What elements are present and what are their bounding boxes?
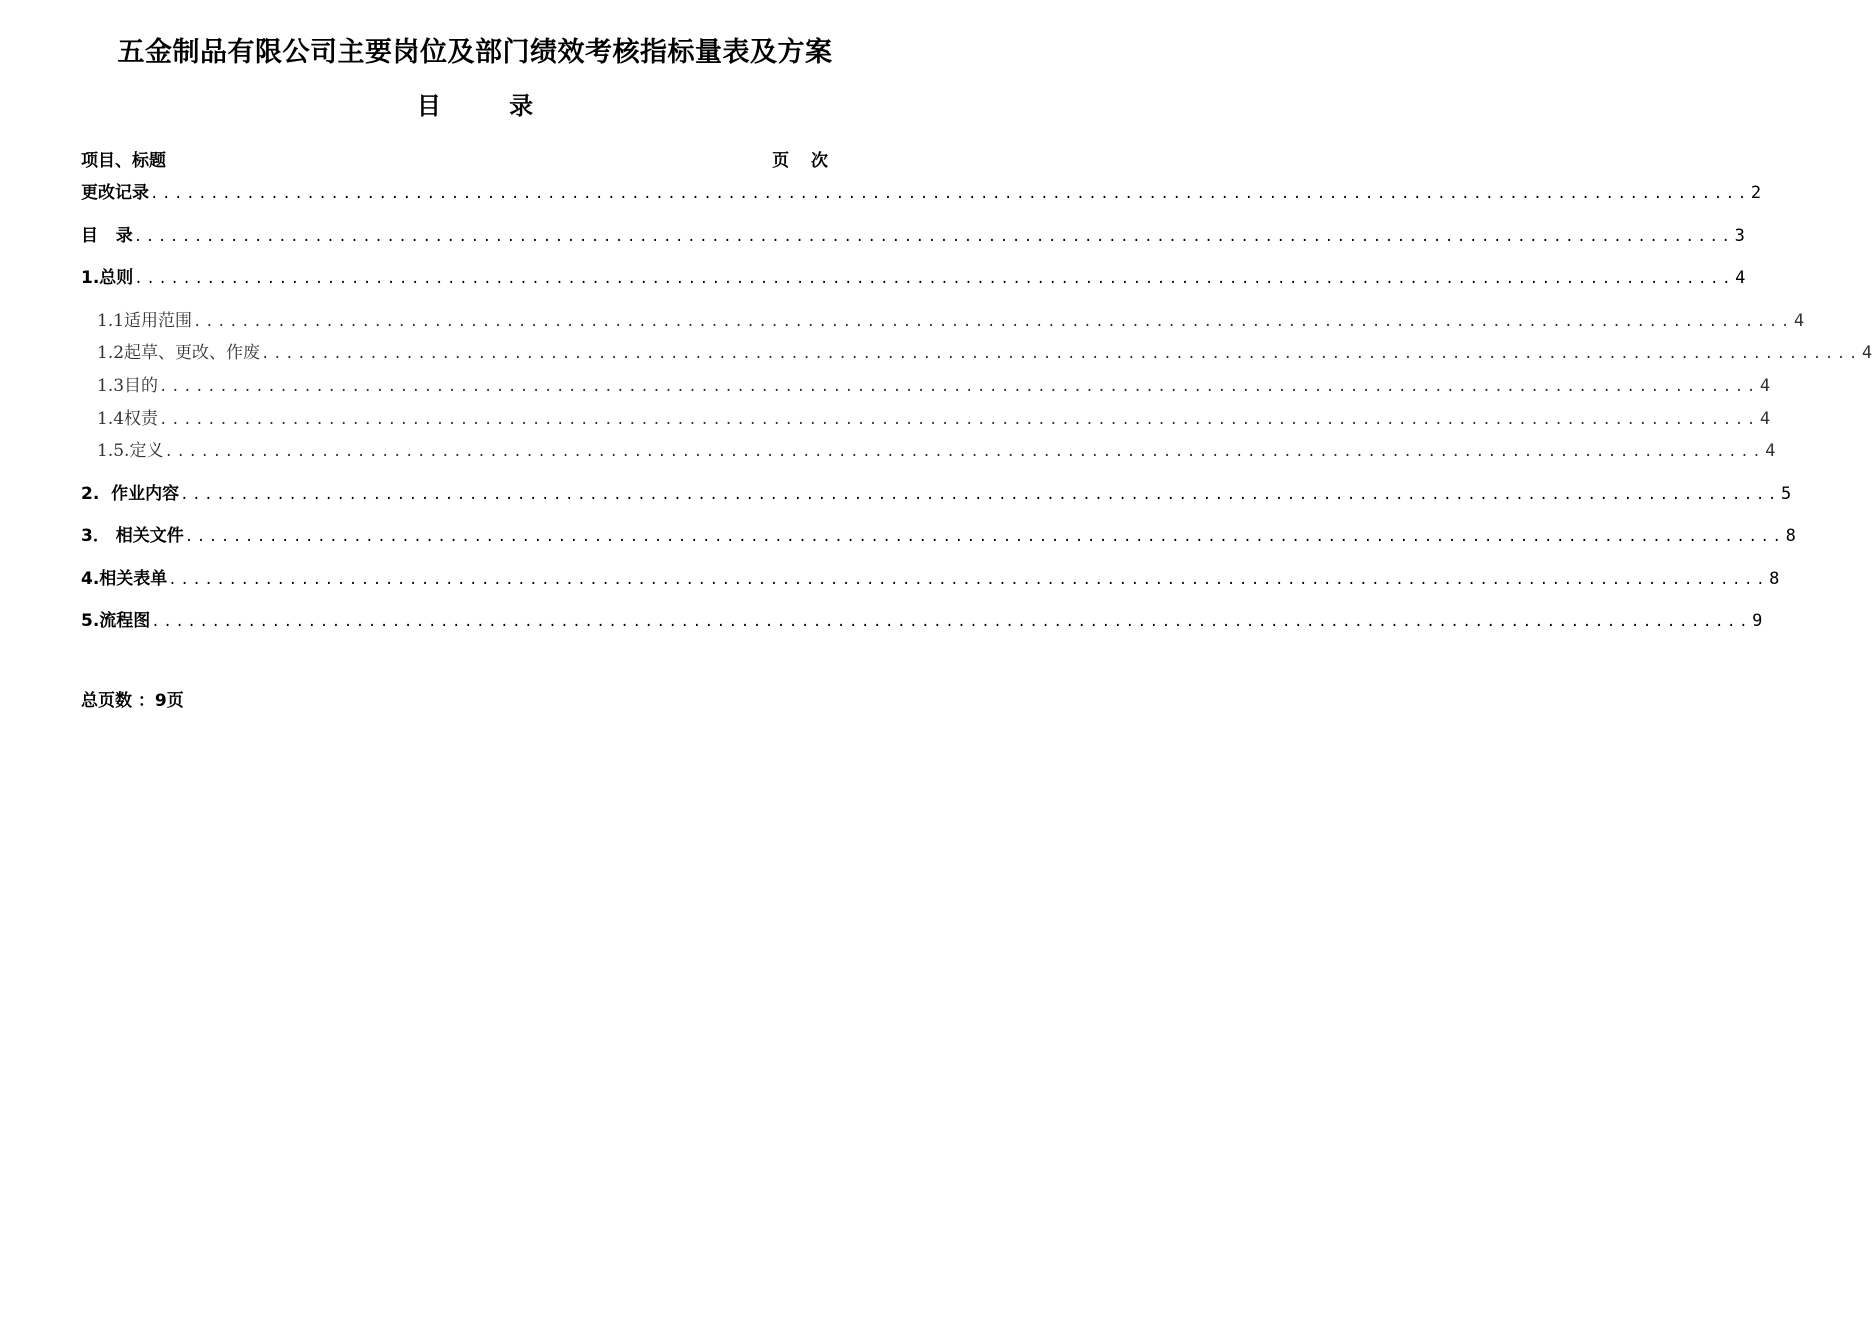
dot-leader: ..................................................................................................................................... [168,572,1769,588]
toc-entry-label: 1.1适用范围 [97,311,193,331]
toc-entry-page: 8 [1785,526,1796,546]
toc-entry-label: 3． 相关文件 [81,526,184,546]
toc-entry-page: 4 [1759,409,1771,429]
toc-header [81,146,836,170]
toc-entry-label: 1.2起草、更改、作废 [97,343,261,363]
toc-entry-operation[interactable] [81,479,1792,504]
toc-entry-page: 2 [1750,183,1762,203]
toc-entry-label: 1.4权责 [97,409,159,429]
total-pages-note: 总页数 ：9页 [81,691,184,711]
toc-entry-label: 1.总则 [81,268,134,288]
toc-entry-page: 5 [1780,484,1792,504]
toc-entry-page: 4 [1861,343,1872,363]
dot-leader: ..................................................................................................................................... [151,614,1752,630]
dot-leader: ..................................................................................................................................... [180,487,1780,503]
toc-entry-label: 目 录 [81,226,133,246]
toc-entry-change-log[interactable] [81,178,1762,203]
dot-leader: ..................................................................................................................................... [164,444,1765,460]
toc-entry-related-docs[interactable] [81,521,1796,546]
toc-entry-page: 4 [1765,441,1776,461]
toc-entry-label: 5.流程图 [81,611,151,631]
dot-leader: ..................................................................................................................................... [159,412,1759,428]
toc-entry-flowchart[interactable] [81,606,1763,631]
toc-entry-label: 2. 作业内容 [81,484,180,504]
dot-leader: ..................................................................................................................................... [261,346,1861,362]
toc-header-page: 页 次 [772,151,836,171]
document-title: 五金制品有限公司主要岗位及部门绩效考核指标量表及方案 [117,37,833,68]
toc-entry-contents[interactable] [81,221,1745,246]
toc-entry-label: 1.5.定义 [97,441,164,461]
toc-entry-scope[interactable] [97,306,1805,331]
toc-entry-responsibility[interactable] [97,404,1771,429]
toc-entry-label: 1.3目的 [97,376,159,396]
toc-entry-page: 4 [1759,376,1771,396]
toc-entry-drafting[interactable] [97,338,1872,363]
dot-leader: ..................................................................................................................................... [134,271,1735,287]
toc-entry-page: 4 [1793,311,1805,331]
dot-leader: ..................................................................................................................................... [193,314,1793,330]
toc-entry-page: 3 [1734,226,1745,246]
dot-leader: ..................................................................................................................................... [150,186,1750,202]
toc-entry-related-forms[interactable] [81,564,1780,589]
toc-entry-label: 4.相关表单 [81,569,168,589]
dot-leader: ..................................................................................................................................... [184,529,1785,545]
toc-entry-page: 9 [1752,611,1763,631]
toc-entry-definition[interactable] [97,436,1776,461]
toc-entry-general[interactable] [81,263,1746,288]
dot-leader: ..................................................................................................................................... [133,229,1734,245]
toc-entry-label: 更改记录 [81,183,149,203]
toc-entry-page: 4 [1735,268,1746,288]
toc-header-item-title: 项目、标题 [81,151,166,171]
dot-leader: ..................................................................................................................................... [159,379,1759,395]
toc-title: 目 录 [416,92,564,120]
toc-entry-purpose[interactable] [97,371,1771,396]
toc-entry-page: 8 [1769,569,1780,589]
